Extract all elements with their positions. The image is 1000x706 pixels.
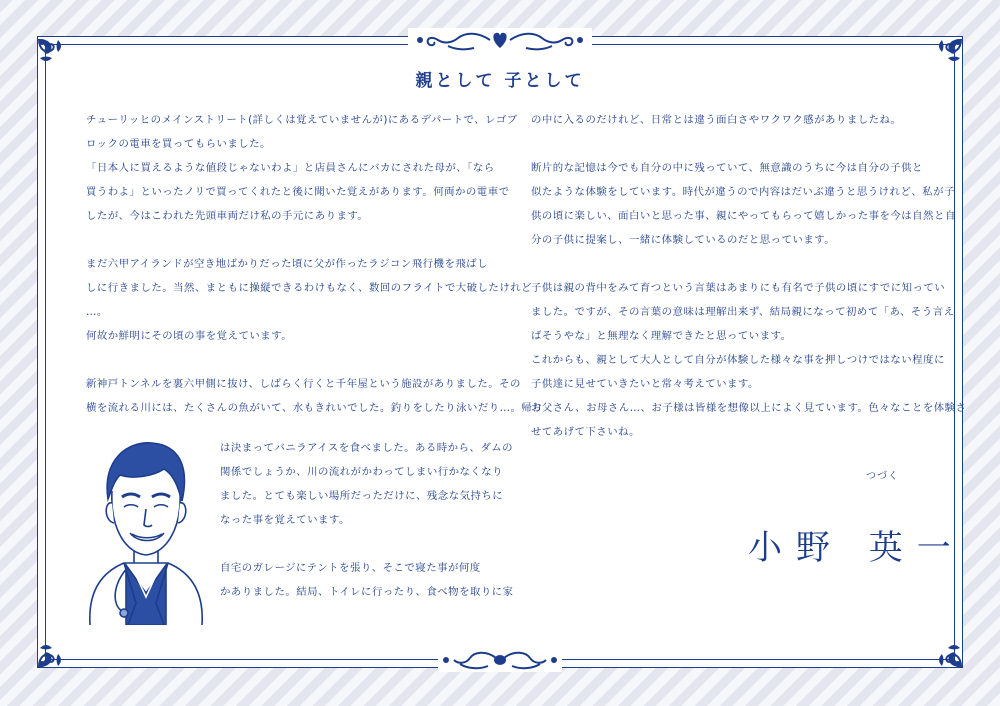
text-line: 新神戸トンネルを裏六甲側に抜け、しばらく行くと千年屋という施設がありました。その — [86, 378, 521, 390]
text-line: 分の子供に提案し、一緒に体験しているのだと思っています。 — [531, 234, 836, 246]
paragraph-gap — [220, 532, 514, 556]
page-title: 親として 子として — [415, 71, 585, 91]
text-line: 自宅のガレージにテントを張り、そこで寝た事が何度 — [220, 562, 481, 574]
corner-flourish-icon — [36, 624, 82, 670]
top-heart-flourish-icon — [408, 28, 592, 54]
text-line: お父さん、お母さん…、お子様は皆様を想像以上によく見ています。色々なことを体験さ — [531, 402, 967, 414]
text-line: 何故か鮮明にその頃の事を覚えています。 — [86, 330, 293, 342]
text-line: チューリッヒのメインストリート(詳しくは覚えていませんが)にあるデパートで、レゴブ — [86, 114, 518, 126]
text-line: 子供達に見せていきたいと常々考えています。 — [531, 378, 759, 390]
text-line: は決まってバニラアイスを食べました。ある時から、ダムの — [220, 442, 514, 454]
text-line: しに行きました。当然、まともに操縦できるわけもなく、数回のフライトで大破したけれど — [86, 282, 532, 294]
text-line: せてあげて下さいね。 — [531, 426, 640, 438]
left-wrap-column — [220, 436, 514, 604]
text-line: かありました。結局、トイレに行ったり、食べ物を取りに家 — [220, 586, 514, 598]
corner-flourish-icon — [918, 624, 964, 670]
text-line: なった事を覚えています。 — [220, 514, 350, 526]
text-line: 断片的な記憶は今でも自分の中に残っていて、無意識のうちに今は自分の子供と — [531, 162, 923, 174]
text-line: …。 — [86, 306, 108, 318]
text-line: 「日本人に買えるような値段じゃないわよ」と店員さんにバカにされた母が、「なら — [86, 162, 495, 174]
text-line: したが、今はこわれた先頭車両だけ私の手元にあります。 — [86, 210, 369, 222]
text-line: 横を流れる川には、たくさんの魚がいて、水もきれいでした。釣りをしたり泳いだり…。帰り — [86, 402, 544, 414]
paragraph-gap — [531, 132, 966, 156]
paragraph-gap — [86, 228, 543, 252]
text-line: まだ六甲アイランドが空き地ばかりだった頃に父が作ったラジコン飛行機を飛ばし — [86, 258, 489, 270]
doctor-portrait-illustration — [82, 425, 210, 625]
paragraph-gap — [86, 348, 543, 372]
text-line: 似たような体験をしています。時代が違うので内容はだいぶ違うと思うけれど、私が子 — [531, 186, 955, 198]
text-line: 供の頃に楽しい、面白いと思った事、親にやってもらって嬉しかった事を今は自然と自 — [531, 210, 956, 222]
text-line: ばそうやな」と無理なく理解できたと思っています。 — [531, 330, 792, 342]
author-signature: 小野 英一 — [748, 528, 965, 568]
text-line: ロックの電車を買ってもらいました。 — [86, 138, 271, 150]
text-line: 関係でしょうか、川の流れがかわってしまい行かなくなり — [220, 466, 504, 478]
paragraph-gap — [531, 252, 966, 276]
text-line: ました。とても楽しい場所だっただけに、残念な気持ちに — [220, 490, 504, 502]
text-line: 子供は親の背中をみて育つという言葉はあまりにも有名で子供の頃にすでに知ってい — [531, 282, 946, 294]
text-line: の中に入るのだけれど、日常とは違う面白さやワクワク感がありましたね。 — [531, 114, 902, 126]
left-column — [86, 108, 543, 420]
text-line: これからも、親として大人として自分が体験した様々な事を押しつけではない程度に — [531, 354, 945, 366]
continued-label: つづく — [866, 471, 899, 482]
right-column — [531, 108, 966, 444]
bottom-flourish-icon — [438, 648, 562, 672]
text-line: 買うわよ」といったノリで買ってくれたと後に聞いた覚えがあります。何両かの電車で — [86, 186, 510, 198]
text-line: ました。ですが、その言葉の意味は理解出来ず、結局親になって初めて「あ、そう言え — [531, 306, 955, 318]
